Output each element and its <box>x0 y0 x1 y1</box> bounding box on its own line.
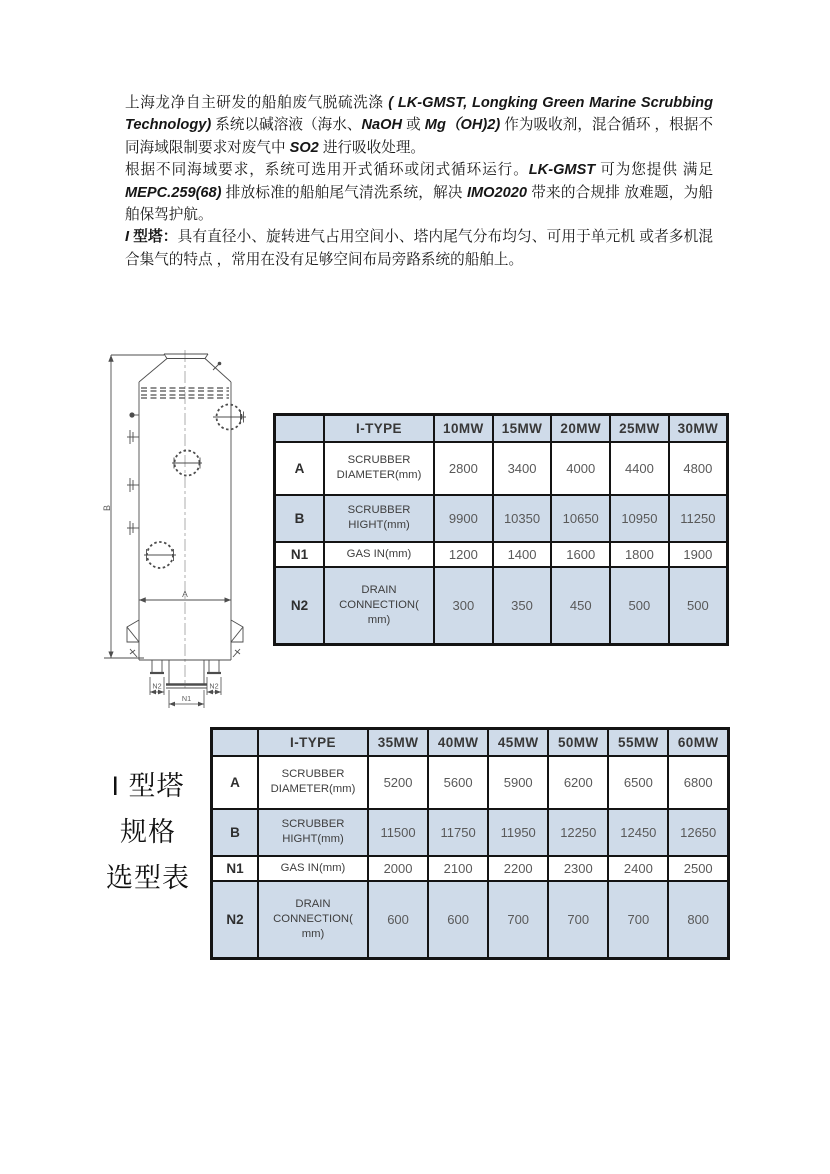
spec-value-cell: 600 <box>368 881 428 959</box>
side-caption <box>94 763 202 901</box>
table-row <box>212 856 729 881</box>
table-row <box>212 881 729 959</box>
spec-value-cell: 12450 <box>608 809 668 856</box>
spec-value-cell: 4000 <box>551 442 610 495</box>
corner-cell <box>275 415 325 442</box>
table-row <box>275 567 728 645</box>
spec-value-cell: 1800 <box>610 542 669 567</box>
column-header: 40MW <box>428 729 488 756</box>
table-header-row <box>212 729 729 756</box>
corner-cell <box>212 729 259 756</box>
text-segment: 型塔： <box>133 229 178 246</box>
row-description <box>324 567 434 645</box>
spec-value-cell: 2200 <box>488 856 548 881</box>
row-description-line: DRAIN <box>295 897 331 910</box>
row-description-line: DIAMETER(mm) <box>336 469 422 481</box>
spec-value-cell: 2300 <box>548 856 608 881</box>
spec-value-cell: 12250 <box>548 809 608 856</box>
row-description-line: HIGHT(mm) <box>282 833 344 845</box>
spec-value-cell: 700 <box>488 881 548 959</box>
column-header: 25MW <box>610 415 669 442</box>
intro-text <box>125 92 713 271</box>
spec-value-cell: 700 <box>608 881 668 959</box>
spec-value-cell: 1900 <box>669 542 728 567</box>
column-header: 50MW <box>548 729 608 756</box>
table-row <box>275 542 728 567</box>
spec-value-cell: 5600 <box>428 756 488 809</box>
row-description <box>258 756 368 809</box>
column-header: 60MW <box>668 729 728 756</box>
text-segment: 排放标准的船舶尾气清洗系统，解决 <box>221 184 467 201</box>
spec-value-cell: 11250 <box>669 495 728 542</box>
column-header: 45MW <box>488 729 548 756</box>
spec-value-cell: 2500 <box>668 856 728 881</box>
row-description-line: SCRUBBER <box>281 768 345 781</box>
spec-value-cell: 1600 <box>551 542 610 567</box>
i-type-spec-table-10-30mw <box>273 413 729 646</box>
spec-value-cell: 700 <box>548 881 608 959</box>
spec-value-cell: 1400 <box>493 542 552 567</box>
text-segment: SO2 <box>289 139 319 156</box>
text-segment: 带来的合规排 放难题，为船舶保驾护航。 <box>125 184 713 224</box>
row-label: N2 <box>212 881 259 959</box>
manhole-middle <box>172 451 202 476</box>
spec-value-cell: 5900 <box>488 756 548 809</box>
table-header-row <box>275 415 728 442</box>
row-description-line: mm) <box>367 613 391 626</box>
spec-value-cell: 2000 <box>368 856 428 881</box>
row-description-line: DRAIN <box>361 583 397 596</box>
spec-value-cell: 10650 <box>551 495 610 542</box>
row-label: B <box>212 809 259 856</box>
row-description-line: DIAMETER(mm) <box>270 783 356 795</box>
spec-table-wrap-1 <box>273 413 729 646</box>
text-segment: I <box>125 229 134 246</box>
spec-value-cell: 5200 <box>368 756 428 809</box>
text-segment: NaOH <box>361 117 403 134</box>
text-segment: 或 <box>402 117 425 134</box>
text-segment: Mg（OH)2) <box>424 117 501 134</box>
text-segment: 进行吸收处理。 <box>318 139 426 156</box>
row-description-line: GAS IN(mm) <box>346 547 412 560</box>
text-segment: 上海龙净自主研发的船舶废气脱硫洗涤 <box>125 95 389 111</box>
column-header: 10MW <box>434 415 493 442</box>
spec-value-cell: 2100 <box>428 856 488 881</box>
row-label: N2 <box>275 567 325 645</box>
row-label: A <box>212 756 259 809</box>
row-description <box>258 881 368 959</box>
spec-value-cell: 6200 <box>548 756 608 809</box>
spec-value-cell: 800 <box>668 881 728 959</box>
manhole-lower <box>144 542 176 568</box>
nozzle-label-n2-right: N2 <box>209 681 219 691</box>
text-segment: 作为吸收剂，混合循环 ，根据不同海域限制要求对废气中 <box>125 117 713 156</box>
nozzle-label-n1: N1 <box>181 694 192 703</box>
dimension-label-b: B <box>102 504 112 512</box>
spec-value-cell: 11500 <box>368 809 428 856</box>
intro-paragraph <box>125 159 713 226</box>
dimension-label-a: A <box>182 589 188 599</box>
row-description-line: SCRUBBER <box>347 504 411 517</box>
row-description <box>258 809 368 856</box>
column-header: 30MW <box>669 415 728 442</box>
row-description-line: SCRUBBER <box>281 818 345 831</box>
spec-value-cell: 6500 <box>608 756 668 809</box>
row-description <box>324 495 434 542</box>
nozzle-label-n2-left: N2 <box>152 681 162 691</box>
side-nozzles <box>127 412 139 535</box>
text-segment: 根据不同海域要求，系统可选用开式循环或闭式循环运行。 <box>125 162 529 179</box>
spec-value-cell: 1200 <box>434 542 493 567</box>
spec-value-cell: 450 <box>551 567 610 645</box>
column-header: 35MW <box>368 729 428 756</box>
column-header: 15MW <box>493 415 552 442</box>
spec-value-cell: 350 <box>493 567 552 645</box>
spec-value-cell: 4800 <box>669 442 728 495</box>
row-label: N1 <box>275 542 325 567</box>
column-header: 55MW <box>608 729 668 756</box>
spec-table-wrap-2 <box>210 727 730 960</box>
row-label: B <box>275 495 325 542</box>
spec-value-cell: 4400 <box>610 442 669 495</box>
column-header: 20MW <box>551 415 610 442</box>
table-title-cell: I-TYPE <box>324 415 434 442</box>
spec-value-cell: 10350 <box>493 495 552 542</box>
tower-drawing <box>94 336 256 718</box>
spec-value-cell: 11950 <box>488 809 548 856</box>
intro-paragraph <box>125 92 713 159</box>
spec-value-cell: 300 <box>434 567 493 645</box>
table-row <box>275 495 728 542</box>
intro-paragraph <box>125 226 713 271</box>
spec-value-cell: 12650 <box>668 809 728 856</box>
table-row <box>275 442 728 495</box>
row-description <box>258 856 368 881</box>
spec-value-cell: 9900 <box>434 495 493 542</box>
side-caption-line: I 型塔 <box>111 771 185 801</box>
table-title-cell: I-TYPE <box>258 729 368 756</box>
spec-value-cell: 2400 <box>608 856 668 881</box>
text-segment: 系统以碱溶液（海水、 <box>211 117 362 134</box>
row-description-line: SCRUBBER <box>347 454 411 467</box>
text-segment: IMO2020 <box>466 184 527 201</box>
side-caption-line: 选型表 <box>106 863 190 893</box>
spec-value-cell: 2800 <box>434 442 493 495</box>
row-label: A <box>275 442 325 495</box>
text-segment: MEPC.259(68) <box>125 184 222 201</box>
spec-value-cell: 500 <box>669 567 728 645</box>
spec-value-cell: 11750 <box>428 809 488 856</box>
row-description <box>324 442 434 495</box>
spec-value-cell: 600 <box>428 881 488 959</box>
spec-value-cell: 6800 <box>668 756 728 809</box>
row-description-line: CONNECTION( <box>273 912 353 925</box>
row-description <box>324 542 434 567</box>
spec-value-cell: 500 <box>610 567 669 645</box>
row-description-line: GAS IN(mm) <box>280 861 346 874</box>
side-caption-line: 规格 <box>120 817 176 847</box>
table-row <box>212 809 729 856</box>
i-type-spec-table-35-60mw <box>210 727 730 960</box>
spec-value-cell: 10950 <box>610 495 669 542</box>
row-description-line: mm) <box>301 927 325 940</box>
row-label: N1 <box>212 856 259 881</box>
gas-inlet-port <box>213 405 246 430</box>
text-segment: 具有直径小、旋转进气占用空间小、塔内尾气分布均匀、可用于单元机 或者多机混合集气的特点 ，常用在没有足够空间布局旁路系统的船舶上。 <box>125 229 713 268</box>
row-description-line: CONNECTION( <box>339 598 419 611</box>
text-segment: ( LK-GMST, Longking Green Marine Scrubbing Technology) <box>125 95 713 134</box>
spec-value-cell: 3400 <box>493 442 552 495</box>
text-segment: LK-GMST <box>528 162 596 179</box>
row-description-line: HIGHT(mm) <box>348 519 410 531</box>
text-segment: 可为您提供 满足 <box>595 162 713 179</box>
table-row <box>212 756 729 809</box>
